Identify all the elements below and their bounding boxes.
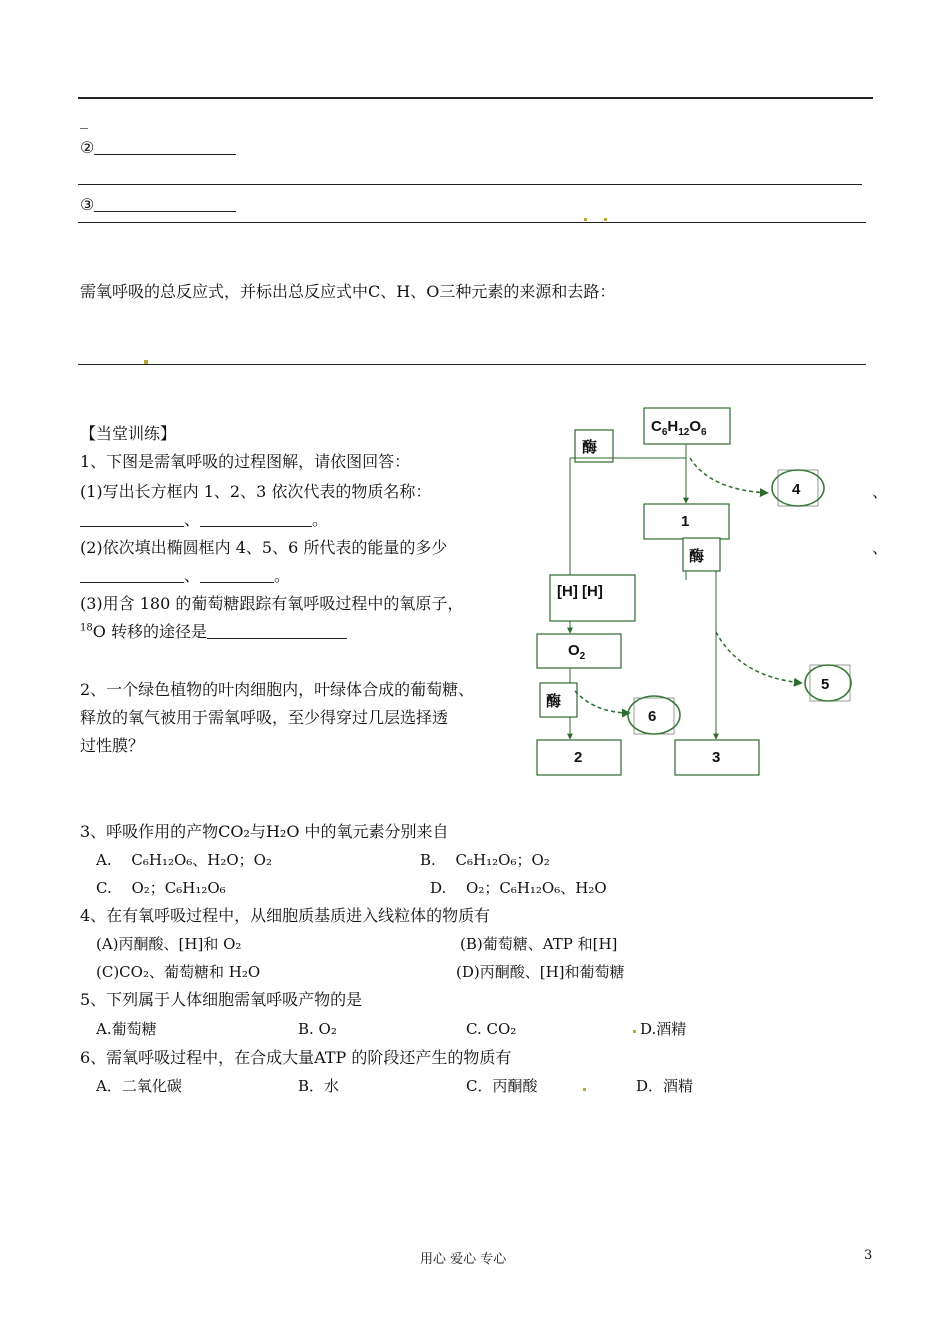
q3-stem: 3、呼吸作用的产物CO₂与H₂O 中的氧元素分别来自 (80, 822, 449, 841)
top-rule (78, 97, 873, 99)
q5-stem: 5、下列属于人体细胞需氧呼吸产物的是 (80, 990, 363, 1009)
dashed-arrow-to-4 (690, 458, 768, 493)
q2-line1: 2、一个绿色植物的叶肉细胞内，叶绿体合成的葡萄糖、 (80, 680, 475, 699)
glucose-label: $C_6H_{12}O_6$ (651, 418, 707, 438)
answer-line-3[interactable] (78, 222, 866, 223)
q6-option-a[interactable]: A．二氧化碳 (96, 1077, 182, 1095)
answer-blank-path[interactable] (207, 622, 347, 639)
q6-option-c[interactable]: C．丙酮酸 (466, 1077, 538, 1095)
q4-option-a[interactable]: (A)丙酮酸、[H]和 O₂ (96, 935, 242, 953)
answer-blank-2[interactable] (200, 510, 312, 527)
enzyme-label-top: 酶 (582, 439, 598, 456)
footer-center: 用心 爱心 专心 (420, 1252, 507, 1267)
marker-dot (583, 1088, 586, 1091)
q1-part3b: $^{18}$O 转移的途径是 (80, 622, 347, 642)
q4-option-b[interactable]: (B)葡萄糖、ATP 和[H] (460, 935, 618, 953)
answer-blank-5[interactable] (200, 566, 274, 583)
q5-option-a[interactable]: A.葡萄糖 (96, 1020, 157, 1038)
answer-blank-1[interactable] (80, 510, 184, 527)
q1-part3: (3)用含 180 的葡萄糖跟踪有氧呼吸过程中的氧原子， (80, 594, 464, 613)
q1-part2: (2)依次填出椭圆框内 4、5、6 所代表的能量的多少 (80, 538, 448, 557)
box-1-label: 1 (681, 513, 690, 530)
q3-option-b[interactable]: B. C₆H₁₂O₆；O₂ (420, 851, 550, 869)
answer-line-2[interactable] (78, 184, 862, 185)
respiration-diagram (520, 395, 860, 790)
ellipse-4-label: 4 (792, 481, 801, 498)
enzyme-label-middle: 酶 (689, 548, 705, 565)
q5-option-b[interactable]: B. O₂ (298, 1020, 337, 1038)
q1-part2-tail: 、 (872, 538, 889, 557)
q3-option-c[interactable]: C. O₂；C₆H₁₂O₆ (96, 879, 226, 897)
box-2-label: 2 (574, 749, 583, 766)
q1-part1-tail: 、 (872, 482, 889, 501)
dashed-arrow-to-5 (716, 632, 802, 683)
q6-option-b[interactable]: B．水 (298, 1077, 340, 1095)
blank-2[interactable] (94, 138, 236, 155)
ellipse-5-label: 5 (821, 676, 830, 693)
q6-stem: 6、需氧呼吸过程中，在合成大量ATP 的阶段还产生的物质有 (80, 1048, 512, 1067)
q4-option-c[interactable]: (C)CO₂、葡萄糖和 H₂O (96, 963, 261, 981)
q1-part1: (1)写出长方框内 1、2、3 依次代表的物质名称： (80, 482, 432, 501)
q3-option-a[interactable]: A. C₆H₁₂O₆、H₂O；O₂ (96, 851, 272, 869)
equation-prompt: 需氧呼吸的总反应式，并标出总反应式中C、H、O三种元素的来源和去路： (80, 282, 616, 301)
q1-part1-blanks: 、 。 (80, 510, 328, 530)
ellipse-6-label: 6 (648, 708, 657, 725)
item-3-label: ③ (80, 195, 236, 215)
q5-option-d[interactable]: D.酒精 (640, 1020, 687, 1038)
box-3-label: 3 (712, 749, 721, 766)
q4-stem: 4、在有氧呼吸过程中，从细胞质基质进入线粒体的物质有 (80, 906, 491, 925)
enzyme-label-lower: 酶 (546, 693, 562, 710)
marker-dot (604, 218, 607, 221)
marker-dot (584, 218, 587, 221)
item-2-label: ② (80, 138, 236, 158)
blank-3[interactable] (94, 195, 236, 212)
o2-label: $O_2$ (568, 642, 586, 662)
q2-line3: 过性膜？ (80, 736, 145, 755)
answer-blank-4[interactable] (80, 566, 184, 583)
page-number: 3 (864, 1248, 873, 1263)
q1-intro: 1、下图是需氧呼吸的过程图解，请依图回答： (80, 452, 411, 471)
equation-answer-line[interactable] (78, 364, 866, 365)
q2-line2: 释放的氧气被用于需氧呼吸，至少得穿过几层选择透 (80, 708, 449, 727)
q3-option-d[interactable]: D. O₂；C₆H₁₂O₆、H₂O (430, 879, 607, 897)
training-heading: 【当堂训练】 (80, 424, 177, 443)
h-label: [H] [H] (557, 583, 603, 600)
dashed-arrow-to-6 (575, 691, 630, 713)
marker-dot (633, 1030, 636, 1033)
q1-part2-blanks: 、 。 (80, 566, 290, 586)
q4-option-d[interactable]: (D)丙酮酸、[H]和葡萄糖 (456, 963, 625, 981)
q6-option-d[interactable]: D．酒精 (636, 1077, 694, 1095)
line-mark: _ (80, 110, 88, 129)
marker-dot (144, 360, 148, 364)
q5-option-c[interactable]: C. CO₂ (466, 1020, 517, 1038)
